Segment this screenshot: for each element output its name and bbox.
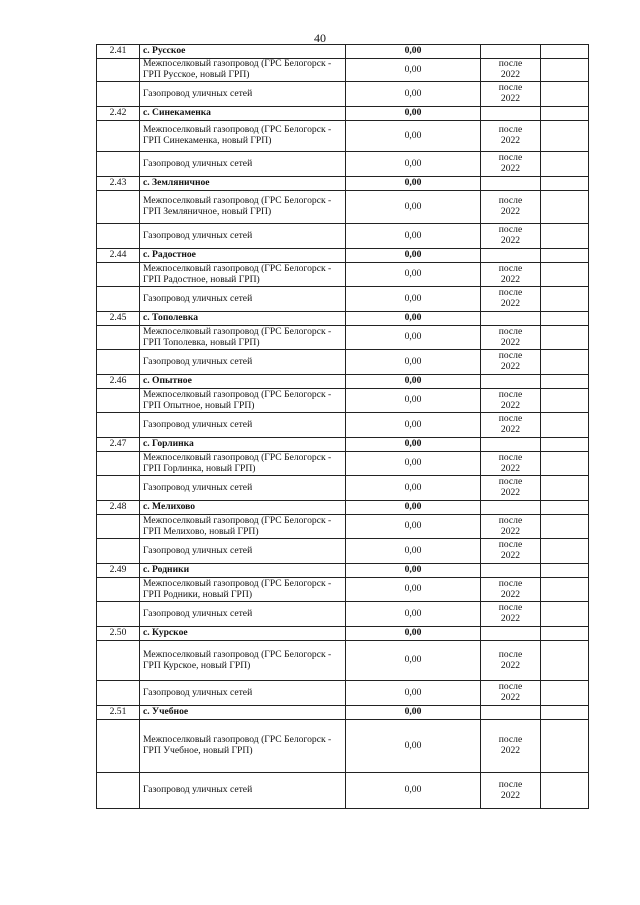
term-line-year: 2022 (500, 525, 521, 537)
term-line-after: после (498, 58, 523, 70)
pipeline-value: 0,00 (346, 263, 481, 287)
empty-cell (541, 720, 589, 773)
settlement-value: 0,00 (346, 312, 481, 326)
section-number: 2.50 (97, 627, 140, 641)
pipeline-name: Газопровод уличных сетей (140, 152, 346, 177)
pipeline-value: 0,00 (346, 350, 481, 375)
empty-cell (541, 375, 589, 389)
term-line-year: 2022 (500, 298, 521, 309)
empty-cell (541, 476, 589, 501)
completion-term (481, 413, 541, 438)
empty-cell (481, 177, 541, 191)
pipeline-value: 0,00 (346, 578, 481, 602)
pipeline-name: Газопровод уличных сетей (140, 602, 346, 627)
empty-cell (97, 539, 140, 564)
settlement-value: 0,00 (346, 438, 481, 452)
empty-cell (97, 578, 140, 602)
page-number: 40 (314, 31, 326, 45)
empty-cell (97, 287, 140, 312)
section-number: 2.42 (97, 107, 140, 121)
empty-cell (541, 121, 589, 152)
empty-cell (541, 45, 589, 59)
empty-cell (97, 602, 140, 627)
empty-cell (97, 413, 140, 438)
settlement-value: 0,00 (346, 564, 481, 578)
term-line-year: 2022 (500, 69, 521, 80)
empty-cell (541, 681, 589, 706)
pipeline-name: Межпоселковый газопровод (ГРС Белогорск - ГРП Учебное, новый ГРП) (140, 720, 346, 773)
completion-term (481, 578, 541, 602)
pipeline-name: Межпоселковый газопровод (ГРС Белогорск - ГРП Русское, новый ГРП) (140, 59, 346, 82)
pipeline-value: 0,00 (346, 539, 481, 564)
completion-term (481, 515, 541, 539)
settlement-value: 0,00 (346, 177, 481, 191)
empty-cell (541, 326, 589, 350)
empty-cell (541, 602, 589, 627)
section-number: 2.43 (97, 177, 140, 191)
settlement-value: 0,00 (346, 501, 481, 515)
empty-cell (97, 82, 140, 107)
term-line-year: 2022 (500, 745, 521, 756)
pipeline-value: 0,00 (346, 59, 481, 82)
empty-cell (541, 287, 589, 312)
settlement-value: 0,00 (346, 627, 481, 641)
pipeline-name: Газопровод уличных сетей (140, 224, 346, 249)
empty-cell (541, 177, 589, 191)
empty-cell (97, 263, 140, 287)
empty-cell (541, 438, 589, 452)
empty-cell (541, 501, 589, 515)
completion-term (481, 773, 541, 809)
pipeline-name: Межпоселковый газопровод (ГРС Белогорск - ГРП Радостное, новый ГРП) (140, 263, 346, 287)
settlement-value: 0,00 (346, 375, 481, 389)
empty-cell (541, 641, 589, 681)
pipeline-name: Межпоселковый газопровод (ГРС Белогорск - ГРП Земляничное, новый ГРП) (140, 191, 346, 224)
pipeline-name: Межпоселковый газопровод (ГРС Белогорск - ГРП Опытное, новый ГРП) (140, 389, 346, 413)
empty-cell (541, 82, 589, 107)
pipeline-item-row (97, 287, 589, 312)
term-line-year: 2022 (500, 692, 521, 703)
empty-cell (541, 191, 589, 224)
term-line-after: после (498, 476, 523, 488)
completion-term (481, 191, 541, 224)
empty-cell (541, 152, 589, 177)
pipeline-item-row (97, 350, 589, 375)
gas-pipeline-table (96, 44, 589, 809)
pipeline-value: 0,00 (346, 476, 481, 501)
pipeline-name: Межпоселковый газопровод (ГРС Белогорск - ГРП Мелихово, новый ГРП) (140, 515, 346, 539)
empty-cell (481, 706, 541, 720)
term-line-year: 2022 (500, 206, 521, 217)
settlement-row (97, 107, 589, 121)
empty-cell (541, 706, 589, 720)
term-line-year: 2022 (500, 789, 521, 801)
pipeline-item-row (97, 82, 589, 107)
pipeline-item-row (97, 539, 589, 564)
settlement-row (97, 438, 589, 452)
term-line-after: после (498, 124, 523, 136)
empty-cell (541, 263, 589, 287)
empty-cell (541, 350, 589, 375)
term-line-year: 2022 (500, 93, 521, 104)
pipeline-item-row (97, 476, 589, 501)
settlement-name: с. Опытное (140, 375, 346, 389)
term-line-year: 2022 (500, 361, 521, 372)
settlement-row (97, 501, 589, 515)
term-line-after: после (498, 734, 523, 746)
settlement-name: с. Мелихово (140, 501, 346, 515)
empty-cell (481, 249, 541, 263)
completion-term (481, 59, 541, 82)
pipeline-value: 0,00 (346, 641, 481, 681)
pipeline-name: Межпоселковый газопровод (ГРС Белогорск - ГРП Родники, новый ГРП) (140, 578, 346, 602)
settlement-row (97, 564, 589, 578)
term-line-year: 2022 (500, 487, 521, 498)
completion-term (481, 681, 541, 706)
empty-cell (481, 312, 541, 326)
empty-cell (97, 476, 140, 501)
pipeline-value: 0,00 (346, 82, 481, 107)
completion-term (481, 263, 541, 287)
pipeline-value: 0,00 (346, 224, 481, 249)
settlement-row (97, 45, 589, 59)
term-line-after: после (498, 539, 523, 551)
pipeline-name: Газопровод уличных сетей (140, 82, 346, 107)
completion-term (481, 641, 541, 681)
empty-cell (481, 375, 541, 389)
pipeline-item-row (97, 578, 589, 602)
completion-term (481, 350, 541, 375)
pipeline-name: Газопровод уличных сетей (140, 287, 346, 312)
term-line-after: после (498, 514, 523, 526)
term-line-year: 2022 (500, 336, 521, 348)
term-line-year: 2022 (500, 588, 521, 600)
empty-cell (97, 152, 140, 177)
empty-cell (541, 312, 589, 326)
term-line-year: 2022 (500, 659, 521, 671)
pipeline-value: 0,00 (346, 152, 481, 177)
pipeline-item-row (97, 720, 589, 773)
pipeline-value: 0,00 (346, 413, 481, 438)
section-number: 2.46 (97, 375, 140, 389)
settlement-name: с. Горлинка (140, 438, 346, 452)
term-line-after: после (498, 778, 523, 790)
term-line-year: 2022 (500, 399, 521, 411)
empty-cell (97, 681, 140, 706)
pipeline-value: 0,00 (346, 720, 481, 773)
pipeline-name: Газопровод уличных сетей (140, 539, 346, 564)
settlement-row (97, 375, 589, 389)
completion-term (481, 720, 541, 773)
pipeline-value: 0,00 (346, 515, 481, 539)
empty-cell (97, 224, 140, 249)
settlement-value: 0,00 (346, 249, 481, 263)
empty-cell (97, 452, 140, 476)
section-number: 2.47 (97, 438, 140, 452)
term-line-after: после (498, 224, 523, 236)
settlement-name: с. Учебное (140, 706, 346, 720)
pipeline-item-row (97, 681, 589, 706)
settlement-row (97, 177, 589, 191)
term-line-after: после (498, 602, 523, 614)
term-line-year: 2022 (500, 235, 521, 246)
term-line-after: после (498, 413, 523, 425)
empty-cell (97, 389, 140, 413)
term-line-after: после (498, 325, 523, 337)
term-line-year: 2022 (500, 163, 521, 174)
settlement-value: 0,00 (346, 45, 481, 59)
pipeline-item-row (97, 602, 589, 627)
empty-cell (541, 578, 589, 602)
settlement-value: 0,00 (346, 706, 481, 720)
settlement-name: с. Тополевка (140, 312, 346, 326)
settlement-name: с. Курское (140, 627, 346, 641)
pipeline-value: 0,00 (346, 681, 481, 706)
term-line-after: после (498, 152, 523, 164)
empty-cell (97, 350, 140, 375)
pipeline-name: Газопровод уличных сетей (140, 413, 346, 438)
pipeline-name: Газопровод уличных сетей (140, 681, 346, 706)
term-line-after: после (498, 681, 523, 693)
empty-cell (541, 389, 589, 413)
settlement-name: с. Русское (140, 45, 346, 59)
empty-cell (97, 326, 140, 350)
empty-cell (541, 452, 589, 476)
empty-cell (541, 627, 589, 641)
pipeline-value: 0,00 (346, 191, 481, 224)
pipeline-value: 0,00 (346, 602, 481, 627)
empty-cell (481, 564, 541, 578)
term-line-after: после (498, 350, 523, 362)
term-line-after: после (498, 262, 523, 274)
pipeline-item-row (97, 452, 589, 476)
pipeline-item-row (97, 326, 589, 350)
term-line-year: 2022 (500, 462, 521, 474)
term-line-after: после (498, 388, 523, 400)
completion-term (481, 326, 541, 350)
term-line-year: 2022 (500, 273, 521, 285)
term-line-year: 2022 (500, 550, 521, 561)
pipeline-item-row (97, 224, 589, 249)
pipeline-name: Газопровод уличных сетей (140, 350, 346, 375)
completion-term (481, 82, 541, 107)
completion-term (481, 602, 541, 627)
term-line-year: 2022 (500, 424, 521, 435)
completion-term (481, 121, 541, 152)
empty-cell (97, 191, 140, 224)
section-number: 2.48 (97, 501, 140, 515)
empty-cell (541, 59, 589, 82)
empty-cell (97, 773, 140, 809)
empty-cell (97, 121, 140, 152)
pipeline-value: 0,00 (346, 121, 481, 152)
empty-cell (541, 564, 589, 578)
empty-cell (481, 501, 541, 515)
empty-cell (481, 627, 541, 641)
completion-term (481, 224, 541, 249)
pipeline-name: Газопровод уличных сетей (140, 476, 346, 501)
pipeline-item-row (97, 413, 589, 438)
term-line-after: после (498, 287, 523, 299)
empty-cell (481, 107, 541, 121)
pipeline-item-row (97, 191, 589, 224)
pipeline-name: Межпоселковый газопровод (ГРС Белогорск - ГРП Синекаменка, новый ГРП) (140, 121, 346, 152)
settlement-name: с. Земляничное (140, 177, 346, 191)
section-number: 2.44 (97, 249, 140, 263)
settlement-name: с. Родники (140, 564, 346, 578)
pipeline-value: 0,00 (346, 452, 481, 476)
term-line-after: после (498, 577, 523, 589)
term-line-year: 2022 (500, 135, 521, 146)
empty-cell (541, 224, 589, 249)
empty-cell (541, 413, 589, 438)
settlement-row (97, 627, 589, 641)
empty-cell (541, 249, 589, 263)
settlement-value: 0,00 (346, 107, 481, 121)
settlement-row (97, 312, 589, 326)
pipeline-item-row (97, 515, 589, 539)
empty-cell (541, 539, 589, 564)
completion-term (481, 452, 541, 476)
completion-term (481, 152, 541, 177)
completion-term (481, 287, 541, 312)
pipeline-value: 0,00 (346, 773, 481, 809)
empty-cell (97, 641, 140, 681)
empty-cell (541, 515, 589, 539)
pipeline-value: 0,00 (346, 389, 481, 413)
empty-cell (97, 59, 140, 82)
pipeline-name: Межпоселковый газопровод (ГРС Белогорск - ГРП Тополевка, новый ГРП) (140, 326, 346, 350)
pipeline-name: Межпоселковый газопровод (ГРС Белогорск - ГРП Горлинка, новый ГРП) (140, 452, 346, 476)
empty-cell (481, 438, 541, 452)
empty-cell (97, 515, 140, 539)
completion-term (481, 539, 541, 564)
empty-cell (541, 773, 589, 809)
section-number: 2.41 (97, 45, 140, 59)
term-line-after: после (498, 195, 523, 207)
table-body (97, 45, 589, 809)
pipeline-name: Газопровод уличных сетей (140, 773, 346, 809)
pipeline-item-row (97, 121, 589, 152)
term-line-after: после (498, 82, 523, 94)
empty-cell (541, 107, 589, 121)
term-line-after: после (498, 648, 523, 660)
settlement-name: с. Синекаменка (140, 107, 346, 121)
settlement-row (97, 706, 589, 720)
section-number: 2.49 (97, 564, 140, 578)
pipeline-item-row (97, 263, 589, 287)
empty-cell (97, 720, 140, 773)
settlement-name: с. Радостное (140, 249, 346, 263)
pipeline-item-row (97, 59, 589, 82)
settlement-row (97, 249, 589, 263)
pipeline-item-row (97, 389, 589, 413)
empty-cell (481, 45, 541, 59)
pipeline-name: Межпоселковый газопровод (ГРС Белогорск - ГРП Курское, новый ГРП) (140, 641, 346, 681)
term-line-year: 2022 (500, 613, 521, 624)
term-line-after: после (498, 451, 523, 463)
pipeline-item-row (97, 641, 589, 681)
pipeline-item-row (97, 152, 589, 177)
section-number: 2.51 (97, 706, 140, 720)
completion-term (481, 389, 541, 413)
completion-term (481, 476, 541, 501)
section-number: 2.45 (97, 312, 140, 326)
pipeline-value: 0,00 (346, 287, 481, 312)
pipeline-item-row (97, 773, 589, 809)
pipeline-value: 0,00 (346, 326, 481, 350)
